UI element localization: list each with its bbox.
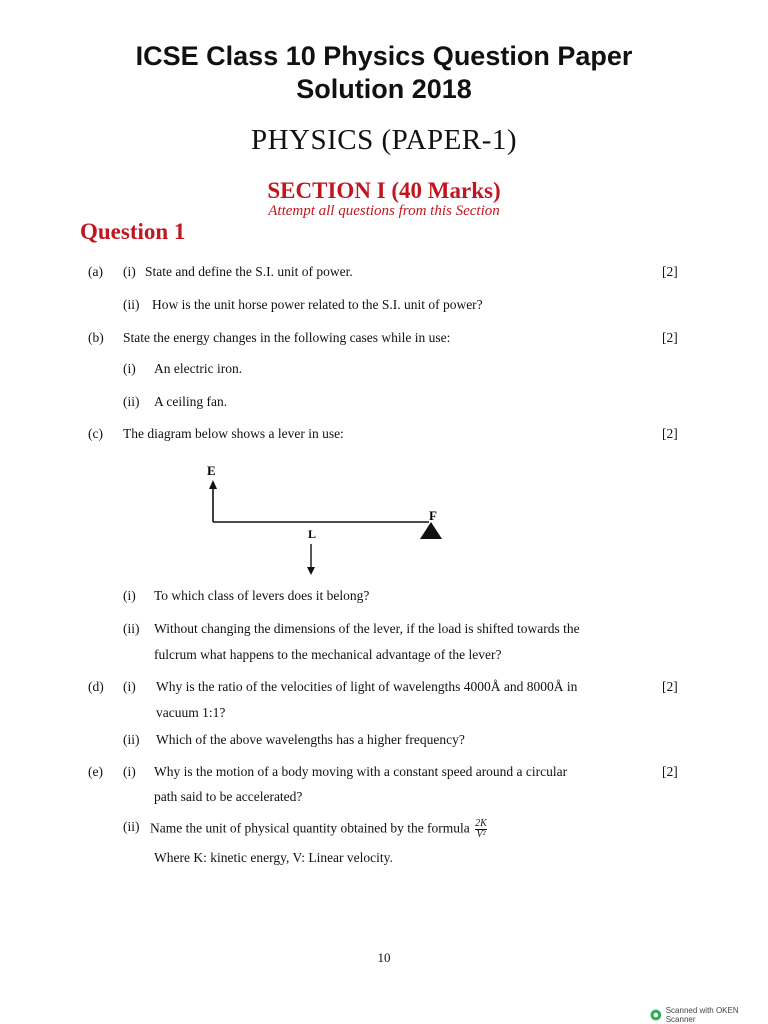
part-d-ii-number: (ii): [123, 732, 140, 747]
fulcrum-label: F: [429, 508, 437, 523]
part-e-i-text-line1: Why is the motion of a body moving with a constant speed around a circular: [154, 764, 568, 779]
load-label: L: [308, 527, 317, 541]
part-b-ii-text: A ceiling fan.: [154, 394, 228, 409]
part-a-ii-text: How is the unit horse power related to the S.I. unit of power?: [152, 297, 483, 312]
section-heading: SECTION I (40 Marks): [267, 178, 501, 203]
part-d-i-number: (i): [123, 679, 136, 694]
effort-label: E: [207, 463, 216, 478]
paper-title: PHYSICS (PAPER-1): [250, 124, 518, 156]
scanner-watermark: [650, 1006, 768, 1024]
part-a-ii-number: (ii): [123, 297, 140, 312]
part-b-text: State the energy changes in the following cases while in use:: [123, 330, 451, 345]
part-e-i-text-line2: path said to be accelerated?: [154, 789, 303, 804]
part-d-ii-text: Which of the above wavelengths has a higher frequency?: [156, 732, 465, 747]
part-d-i-text-line2: vacuum 1:1?: [156, 705, 226, 720]
part-e-ii-number: (ii): [123, 819, 140, 834]
part-c-ii-number: (ii): [123, 621, 140, 636]
section-instruction: Attempt all questions from this Section: [268, 203, 500, 219]
part-b-i-text: An electric iron.: [154, 361, 243, 376]
document-title-line1: ICSE Class 10 Physics Question Paper: [135, 41, 633, 71]
part-e-ii-text: [150, 819, 487, 840]
part-e-where-text: Where K: kinetic energy, V: Linear velocity.: [154, 850, 393, 865]
fulcrum-triangle: [420, 522, 442, 539]
part-e-marks: [2]: [662, 764, 678, 779]
load-arrow-head: [307, 567, 315, 575]
part-c-i-text: To which class of levers does it belong?: [154, 588, 370, 603]
formula-fraction: [475, 819, 487, 840]
part-e-i-number: (i): [123, 764, 136, 779]
question-heading: Question 1: [80, 219, 186, 244]
lever-diagram: [195, 458, 455, 583]
part-a-i-text: State and define the S.I. unit of power.: [145, 264, 353, 279]
part-b-ii-number: (ii): [123, 394, 140, 409]
part-a-i-number: (i): [123, 264, 136, 279]
part-c-marks: [2]: [662, 426, 678, 441]
part-e-ii-question: Name the unit of physical quantity obtained by the formula: [150, 820, 470, 836]
part-e-label: (e): [88, 764, 103, 779]
page-number: 10: [377, 950, 391, 965]
formula-numerator: 2K: [475, 818, 487, 829]
part-c-label: (c): [88, 426, 103, 441]
part-b-label: (b): [88, 330, 104, 345]
part-c-text: The diagram below shows a lever in use:: [123, 426, 344, 441]
document-title-line2: Solution 2018: [296, 74, 472, 104]
scanner-logo-icon: [650, 1009, 662, 1021]
part-d-i-text-line1: Why is the ratio of the velocities of light of wavelengths 4000Å and 8000Å in: [156, 679, 578, 694]
part-d-label: (d): [88, 679, 104, 694]
part-b-marks: [2]: [662, 330, 678, 345]
part-c-i-number: (i): [123, 588, 136, 603]
formula-denominator: V²: [476, 829, 486, 840]
part-d-marks: [2]: [662, 679, 678, 694]
part-a-marks: [2]: [662, 264, 678, 279]
part-c-ii-text-line1: Without changing the dimensions of the lever, if the load is shifted towards the: [154, 621, 580, 636]
part-a-label: (a): [88, 264, 103, 279]
part-b-i-number: (i): [123, 361, 136, 376]
scanner-text: Scanned with OKEN Scanner: [665, 1006, 739, 1024]
effort-arrow-head: [209, 480, 217, 489]
part-c-ii-text-line2: fulcrum what happens to the mechanical advantage of the lever?: [154, 647, 502, 662]
